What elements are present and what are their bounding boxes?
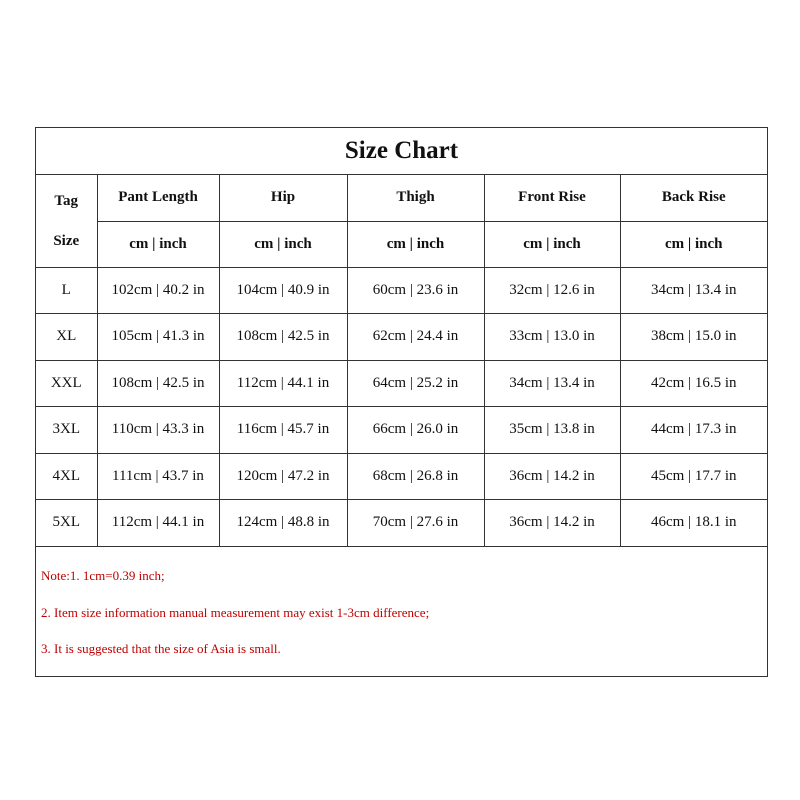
size-chart <box>35 127 768 677</box>
measurement-cell: 102cm | 40.2 in <box>97 267 219 314</box>
table-row <box>36 407 767 454</box>
size-cell: 5XL <box>36 500 97 547</box>
tag-label: Tag <box>54 192 79 209</box>
table-row <box>36 314 767 361</box>
measurement-cell: 112cm | 44.1 in <box>97 500 219 547</box>
measurement-cell: 60cm | 23.6 in <box>347 267 484 314</box>
table-row <box>36 453 767 500</box>
unit-header: cm | inch <box>219 221 347 267</box>
measurement-cell: 46cm | 18.1 in <box>620 500 767 547</box>
measurement-cell: 105cm | 41.3 in <box>97 314 219 361</box>
measurement-cell: 108cm | 42.5 in <box>219 314 347 361</box>
measurement-cell: 120cm | 47.2 in <box>219 453 347 500</box>
note-line: 2. Item size information manual measurement may exist 1-3cm difference; <box>41 605 430 620</box>
measurement-cell: 104cm | 40.9 in <box>219 267 347 314</box>
table-row <box>36 267 767 314</box>
measurement-cell: 108cm | 42.5 in <box>97 360 219 407</box>
chart-title: Size Chart <box>36 128 767 175</box>
measurement-cell: 36cm | 14.2 in <box>484 453 620 500</box>
size-cell: L <box>36 267 97 314</box>
measurement-cell: 35cm | 13.8 in <box>484 407 620 454</box>
tag-size-header <box>36 175 97 267</box>
measurement-cell: 124cm | 48.8 in <box>219 500 347 547</box>
size-cell: 4XL <box>36 453 97 500</box>
measurement-cell: 70cm | 27.6 in <box>347 500 484 547</box>
measurement-cell: 34cm | 13.4 in <box>484 360 620 407</box>
measurement-cell: 33cm | 13.0 in <box>484 314 620 361</box>
unit-header: cm | inch <box>484 221 620 267</box>
column-header-front-rise: Front Rise <box>484 175 620 221</box>
note-line: 3. It is suggested that the size of Asia is small. <box>41 641 281 656</box>
column-header-pant-length: Pant Length <box>97 175 219 221</box>
header-row-measurements <box>36 175 767 221</box>
measurement-cell: 111cm | 43.7 in <box>97 453 219 500</box>
measurement-cell: 45cm | 17.7 in <box>620 453 767 500</box>
measurement-cell: 36cm | 14.2 in <box>484 500 620 547</box>
measurement-cell: 44cm | 17.3 in <box>620 407 767 454</box>
measurement-cell: 32cm | 12.6 in <box>484 267 620 314</box>
size-table <box>36 175 767 547</box>
measurement-cell: 64cm | 25.2 in <box>347 360 484 407</box>
measurement-cell: 66cm | 26.0 in <box>347 407 484 454</box>
measurement-cell: 110cm | 43.3 in <box>97 407 219 454</box>
size-cell: XXL <box>36 360 97 407</box>
measurement-cell: 62cm | 24.4 in <box>347 314 484 361</box>
header-row-units <box>36 221 767 267</box>
unit-header: cm | inch <box>97 221 219 267</box>
unit-header: cm | inch <box>620 221 767 267</box>
column-header-thigh: Thigh <box>347 175 484 221</box>
measurement-cell: 42cm | 16.5 in <box>620 360 767 407</box>
unit-header: cm | inch <box>347 221 484 267</box>
measurement-cell: 34cm | 13.4 in <box>620 267 767 314</box>
table-row <box>36 360 767 407</box>
note-line: Note:1. 1cm=0.39 inch; <box>41 568 165 583</box>
measurement-cell: 112cm | 44.1 in <box>219 360 347 407</box>
measurement-cell: 116cm | 45.7 in <box>219 407 347 454</box>
measurement-cell: 68cm | 26.8 in <box>347 453 484 500</box>
table-row <box>36 500 767 547</box>
size-label: Size <box>53 232 80 249</box>
size-cell: 3XL <box>36 407 97 454</box>
size-cell: XL <box>36 314 97 361</box>
column-header-hip: Hip <box>219 175 347 221</box>
column-header-back-rise: Back Rise <box>620 175 767 221</box>
measurement-cell: 38cm | 15.0 in <box>620 314 767 361</box>
